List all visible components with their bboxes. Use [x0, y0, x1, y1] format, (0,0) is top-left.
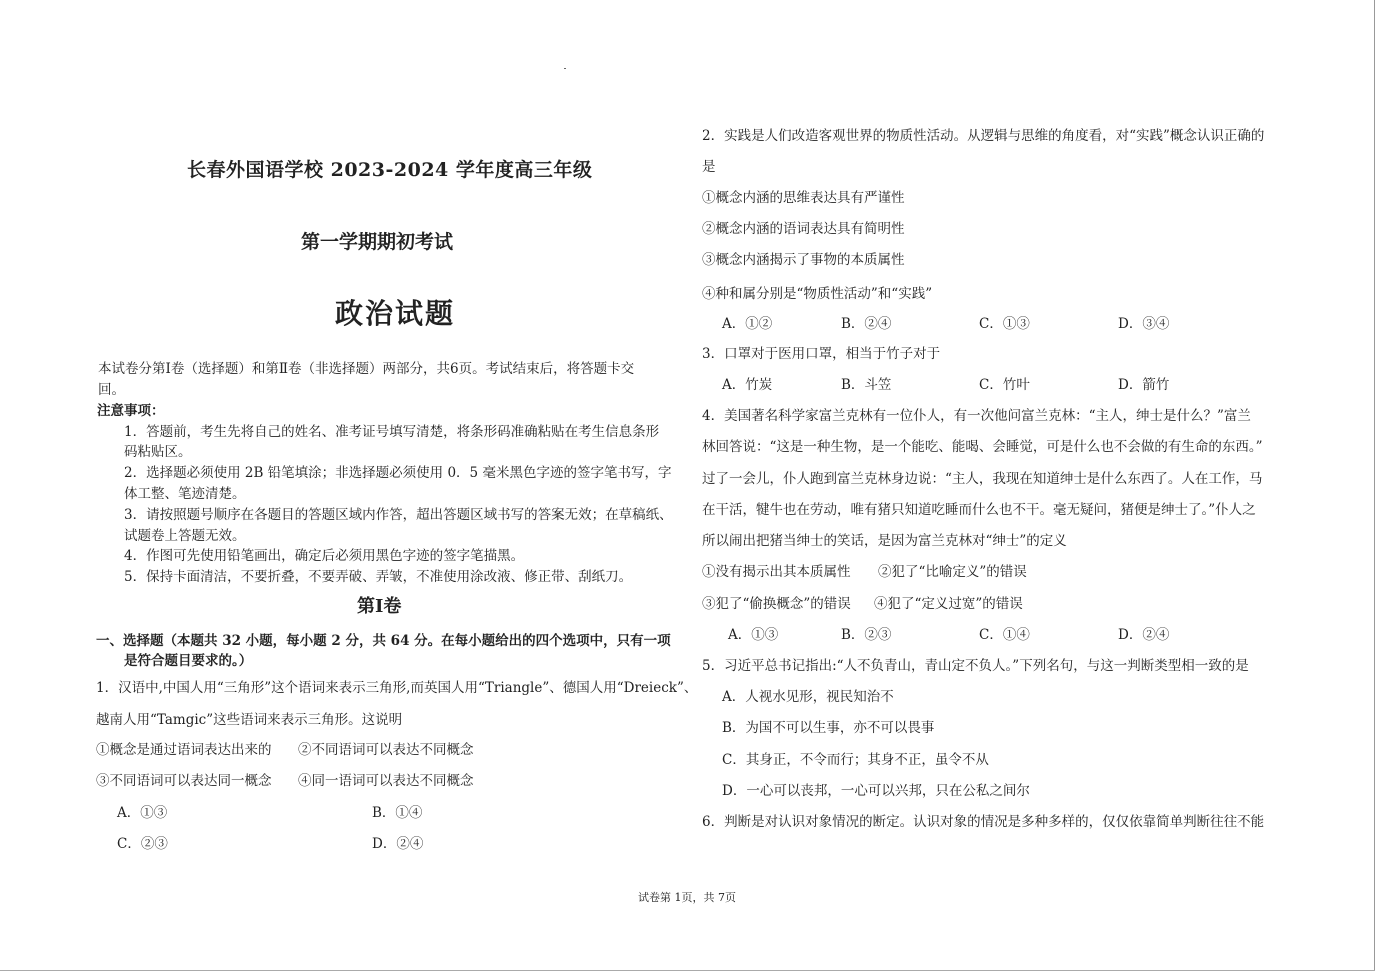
note-4: 4．作图可先使用铅笔画出，确定后必须用黑色字迹的签字笔描黑。 [124, 548, 525, 564]
q2-option-b: B．②④ [841, 316, 892, 332]
q4-s1: ①没有揭示出其本质属性 [702, 564, 851, 580]
q4-line4: 在干活，犍牛也在劳动，唯有猪只知道吃睡而什么也不干。毫无疑问，猪便是绅士了。”仆人之 [702, 502, 1256, 518]
q3-line1: 3．口罩对于医用口罩，相当于竹子对于 [702, 346, 941, 362]
q4-line3: 过了一会儿，仆人跑到富兰克林身边说：“主人，我现在知道绅士是什么东西了。人在工作，马 [702, 471, 1263, 487]
q4-s4: ④犯了“定义过宽”的错误 [874, 596, 1023, 612]
q1-line1: 1．汉语中,中国人用“三角形”这个语词来表示三角形,而英国人用“Triangle”、德国人用“Dreieck”、 [96, 680, 698, 696]
q2-option-a: A．①② [722, 316, 773, 332]
title-line3: 政治试题 [335, 297, 456, 330]
note-1b: 码粘贴区。 [124, 444, 192, 460]
q6-line1: 6．判断是对认识对象情况的断定。认识对象的情况是多种多样的，仅仅依靠简单判断往往不能 [702, 814, 1265, 830]
q3-option-b: B．斗笠 [841, 377, 892, 393]
q2-s1: ①概念内涵的思维表达具有严谨性 [702, 190, 905, 206]
q2-line2: 是 [702, 159, 716, 175]
note-2b: 体工整、笔迹清楚。 [124, 486, 246, 502]
q1-s2: ②不同语词可以表达不同概念 [298, 742, 474, 758]
note-2a: 2．选择题必须使用 2B 铅笔填涂；非选择题必须使用 0．5 毫米黑色字迹的签字笔书写，字 [124, 465, 672, 481]
q1-s3: ③不同语词可以表达同一概念 [96, 773, 272, 789]
q4-option-b: B．②③ [841, 627, 892, 643]
top-dot [564, 68, 566, 69]
q4-option-a: A．①③ [728, 627, 779, 643]
note-3b: 试题卷上答题无效。 [124, 528, 246, 544]
page-footer: 试卷第 1页，共 7页 [638, 891, 736, 904]
q1-option-a: A．①③ [117, 805, 168, 821]
q3-option-d: D．箭竹 [1118, 377, 1170, 393]
q5-option-c: C．其身正，不令而行；其身不正，虽令不从 [722, 752, 989, 768]
q1-s1: ①概念是通过语词表达出来的 [96, 742, 272, 758]
q4-option-d: D．②④ [1118, 627, 1170, 643]
q4-line5: 所以闹出把猪当绅士的笑话，是因为富兰克林对“绅士”的定义 [702, 533, 1067, 549]
title-line2: 第一学期期初考试 [301, 231, 454, 253]
q3-option-c: C．竹叶 [979, 377, 1030, 393]
q2-s3: ③概念内涵揭示了事物的本质属性 [702, 252, 905, 268]
q2-s4: ④种和属分别是“物质性活动”和“实践” [702, 286, 933, 302]
note-1a: 1．答题前，考生先将自己的姓名、准考证号填写清楚，将条形码准确粘贴在考生信息条形 [124, 424, 660, 440]
q4-s3: ③犯了“偷换概念”的错误 [702, 596, 851, 612]
q5-option-a: A．人视水见形，视民知治不 [722, 689, 894, 705]
note-5: 5．保持卡面清洁，不要折叠，不要弄破、弄皱，不准使用涂改液、修正带、刮纸刀。 [124, 569, 633, 585]
volume-heading: 第Ⅰ卷 [357, 596, 402, 617]
q4-option-c: C．①④ [979, 627, 1030, 643]
section1-line2: 是符合题目要求的。） [124, 653, 253, 669]
q4-s2: ②犯了“比喻定义”的错误 [878, 564, 1027, 580]
q1-s4: ④同一语词可以表达不同概念 [298, 773, 474, 789]
q5-option-b: B．为国不可以生事，亦不可以畏事 [722, 720, 935, 736]
intro-line2: 回。 [98, 382, 125, 398]
q4-line1: 4．美国著名科学家富兰克林有一位仆人，有一次他问富兰克林：“主人，绅士是什么？”富兰 [702, 408, 1251, 424]
q2-line1: 2．实践是人们改造客观世界的物质性活动。从逻辑与思维的角度看，对“实践”概念认识正确的 [702, 128, 1265, 144]
section1-line1: 一、选择题（本题共 32 小题，每小题 2 分，共 64 分。在每小题给出的四个选项中，只有一项 [96, 633, 671, 649]
q2-option-d: D．③④ [1118, 316, 1170, 332]
q1-line2: 越南人用“Tamgic”这些语词来表示三角形。这说明 [96, 712, 403, 728]
notes-label: 注意事项： [97, 403, 165, 419]
q1-option-c: C．②③ [117, 836, 168, 852]
q2-option-c: C．①③ [979, 316, 1030, 332]
q5-line1: 5．习近平总书记指出:“人不负青山，青山定不负人。”下列名句，与这一判断类型相一致的是 [702, 658, 1249, 674]
q1-option-b: B．①④ [372, 805, 423, 821]
q3-option-a: A．竹炭 [722, 377, 773, 393]
intro-line1: 本试卷分第Ⅰ卷（选择题）和第Ⅱ卷（非选择题）两部分，共6页。考试结束后，将答题卡交 [98, 361, 635, 377]
q5-option-d: D．一心可以丧邦，一心可以兴邦，只在公私之间尔 [722, 783, 1030, 799]
title-line1: 长春外国语学校 2023-2024 学年度高三年级 [187, 159, 593, 181]
note-3a: 3．请按照题号顺序在各题目的答题区域内作答，超出答题区域书写的答案无效；在草稿纸、 [124, 507, 673, 523]
q4-line2: 林回答说：“这是一种生物，是一个能吃、能喝、会睡觉，可是什么也不会做的有生命的东西。” [702, 439, 1263, 455]
q2-s2: ②概念内涵的语词表达具有简明性 [702, 221, 905, 237]
q1-option-d: D．②④ [372, 836, 424, 852]
